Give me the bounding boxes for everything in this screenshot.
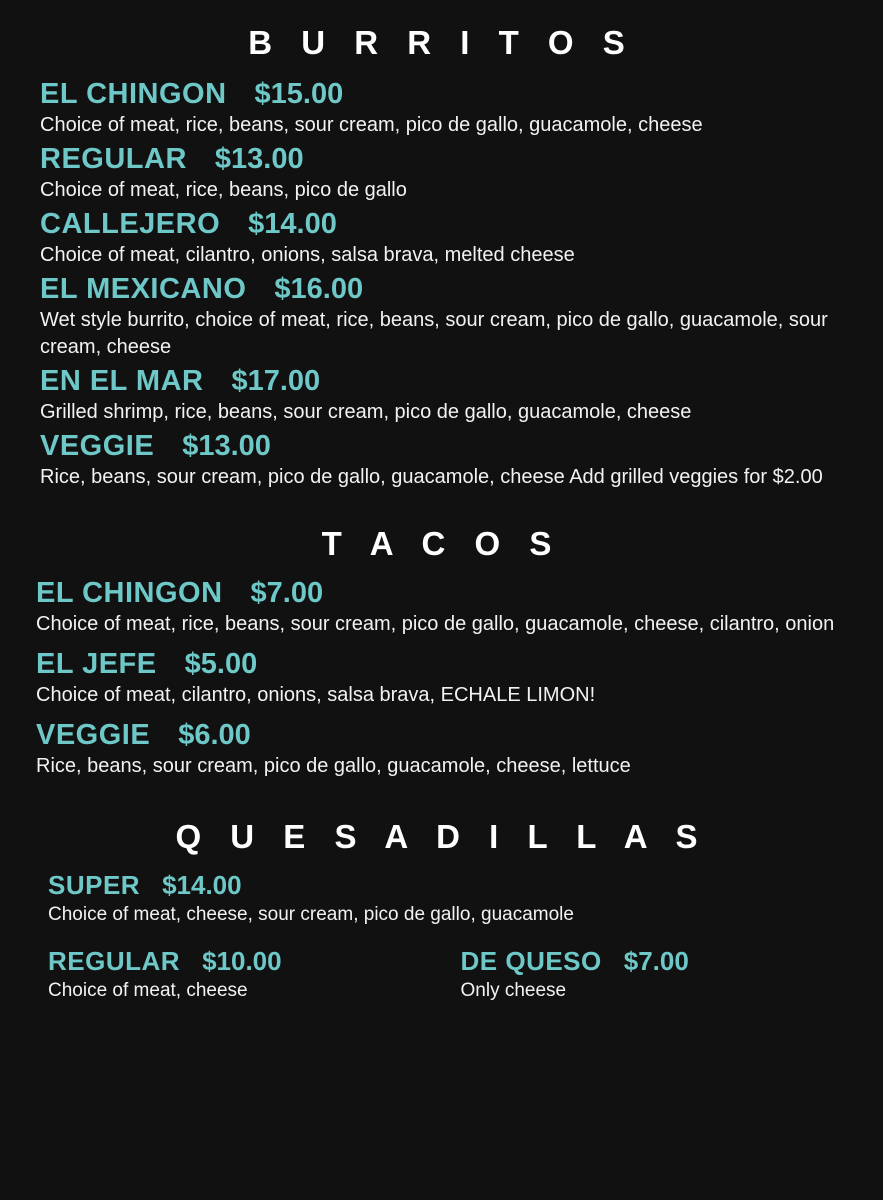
- menu-item-header: [40, 273, 861, 306]
- menu-item-price: $15.00: [254, 78, 344, 110]
- menu-item-description: Wet style burrito, choice of meat, rice, beans, sour cream, pico de gallo, guacamole, sour cream, cheese: [40, 309, 828, 358]
- quesadillas-item-list: [18, 870, 865, 1003]
- menu-item-description: Choice of meat, cilantro, onions, salsa brava, melted cheese: [40, 244, 575, 266]
- menu-item-description: Only cheese: [460, 979, 567, 1001]
- menu-item-name: CALLEJERO: [40, 208, 221, 240]
- menu-item-price: $13.00: [182, 430, 271, 462]
- menu-item-description: Choice of meat, rice, beans, pico de gallo: [40, 179, 407, 201]
- section-title-quesadillas: Q U E S A D I L L A S: [175, 818, 708, 855]
- menu-item: [40, 143, 861, 204]
- menu-item: [48, 946, 443, 1004]
- menu-item: [40, 430, 861, 491]
- menu-item-description: Choice of meat, cheese: [48, 979, 248, 1001]
- menu-item: [36, 648, 861, 709]
- menu-item-header: [40, 430, 861, 463]
- menu-item: [36, 577, 861, 638]
- menu-item-price: $16.00: [274, 273, 364, 305]
- menu-item-price: $13.00: [214, 143, 304, 175]
- tacos-item-list: [18, 577, 865, 780]
- menu-item-header: [40, 143, 861, 176]
- menu-item: [40, 273, 861, 361]
- menu-item-header: [36, 648, 861, 681]
- menu-item-description: Rice, beans, sour cream, pico de gallo, guacamole, cheese Add grilled veggies for $2.00: [40, 466, 823, 488]
- menu-item-name: EL CHINGON: [40, 78, 227, 110]
- menu-item-name: SUPER: [48, 870, 141, 900]
- menu-item-price: $14.00: [162, 870, 242, 900]
- menu-item-header: [40, 78, 861, 111]
- menu-item-description: Grilled shrimp, rice, beans, sour cream, pico de gallo, guacamole, cheese: [40, 401, 692, 423]
- menu-item: [40, 78, 861, 139]
- menu-item-name: EN EL MAR: [40, 365, 204, 397]
- quesadillas-bottom-row: [48, 946, 855, 1004]
- menu-item-header: [36, 719, 861, 752]
- menu-item: [48, 870, 855, 928]
- menu-item-name: VEGGIE: [40, 430, 155, 462]
- menu-item-name: EL CHINGON: [36, 577, 223, 609]
- menu-item-name: REGULAR: [48, 945, 181, 976]
- menu-item: [40, 208, 861, 269]
- menu-item-name: EL JEFE: [36, 648, 157, 680]
- menu-item-price: $7.00: [623, 945, 689, 976]
- menu-item: [40, 365, 861, 426]
- menu-item-description: Choice of meat, rice, beans, sour cream, pico de gallo, guacamole, cheese, cilantro, onion: [36, 613, 835, 635]
- menu-item-description: Rice, beans, sour cream, pico de gallo, guacamole, cheese, lettuce: [36, 755, 631, 777]
- menu-item: [36, 719, 861, 780]
- menu-item-price: $14.00: [248, 208, 337, 240]
- menu-item-header: [48, 946, 443, 977]
- menu-item-description: Choice of meat, rice, beans, sour cream, pico de gallo, guacamole, cheese: [40, 114, 703, 136]
- menu-item-header: [40, 365, 861, 398]
- menu-item-name: REGULAR: [40, 143, 187, 175]
- menu-item-price: $17.00: [231, 365, 321, 397]
- section-title-tacos: T A C O S: [321, 525, 562, 562]
- menu-item-price: $5.00: [184, 648, 258, 680]
- menu-item-description: Choice of meat, cheese, sour cream, pico de gallo, guacamole: [48, 904, 574, 925]
- menu-item: [443, 946, 856, 1004]
- menu-item-price: $6.00: [178, 719, 251, 751]
- menu-item-header: [48, 870, 855, 901]
- menu-item-header: [36, 577, 861, 610]
- section-title-burritos: B U R R I T O S: [248, 24, 635, 61]
- menu-item-header: [461, 946, 856, 977]
- menu-item-name: DE QUESO: [460, 945, 602, 976]
- burritos-item-list: [18, 78, 865, 491]
- menu-item-price: $10.00: [202, 945, 282, 976]
- menu-item-price: $7.00: [250, 577, 324, 609]
- menu-item-name: VEGGIE: [36, 719, 151, 751]
- menu-item-description: Choice of meat, cilantro, onions, salsa brava, ECHALE LIMON!: [36, 684, 596, 706]
- menu-item-header: [40, 208, 861, 241]
- menu-item-name: EL MEXICANO: [40, 273, 247, 305]
